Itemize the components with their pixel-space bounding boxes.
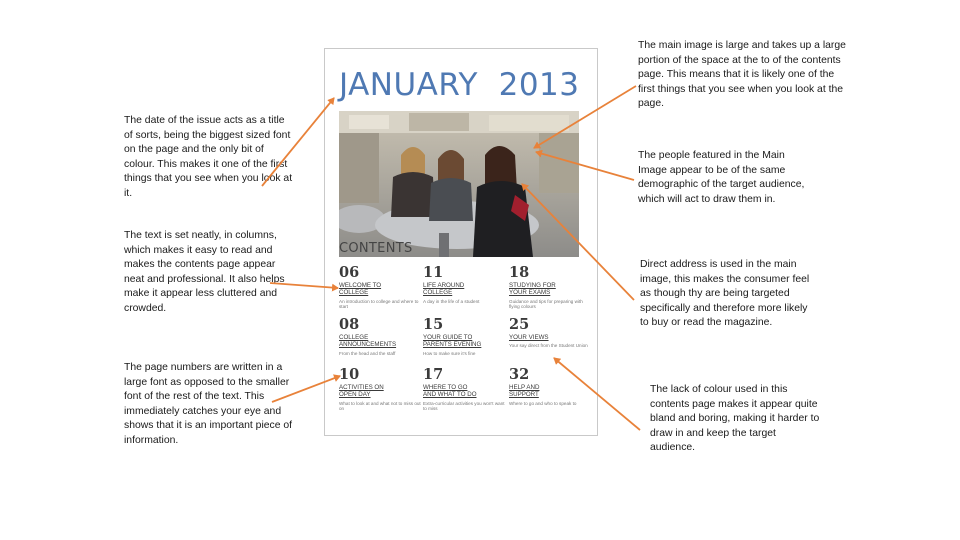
entry-heading: YOUR GUIDE TO PARENTS EVENING	[423, 334, 482, 349]
page-number: 18	[509, 264, 530, 281]
contents-entry	[423, 317, 505, 356]
contents-entry	[339, 367, 421, 412]
entry-description: How to make sure it's fine	[423, 350, 476, 356]
contents-entry	[423, 367, 505, 412]
page-number: 11	[423, 264, 444, 281]
contents-heading: CONTENTS	[339, 241, 413, 256]
entry-description: Extra-curricular activities you won't want to miss	[423, 400, 505, 412]
page-number: 17	[423, 366, 444, 383]
entry-heading: YOUR VIEWS	[509, 334, 549, 341]
contents-entry	[339, 265, 421, 310]
issue-date-title: JANUARY 2013	[339, 67, 580, 103]
entry-description: From the head and the staff	[339, 350, 396, 356]
entry-heading: LIFE AROUND COLLEGE	[423, 282, 465, 297]
entry-heading: HELP AND SUPPORT	[509, 384, 540, 399]
contents-entry	[339, 317, 421, 356]
contents-entry	[509, 317, 591, 349]
direct-address-annotation: Direct address is used in the main image, this makes the consumer feel as though thy are being targeted specifically and therefore more likely to buy or read the magazine.	[640, 259, 810, 329]
entry-description: A day in the life of a student	[423, 298, 480, 304]
page-number: 10	[339, 366, 360, 383]
contents-entry	[509, 265, 591, 310]
page-number: 06	[339, 264, 360, 281]
entry-description: Where to go and who to speak to	[509, 400, 577, 406]
page-number: 15	[423, 316, 444, 333]
entry-description: Guidance and tips for preparing with flying colours	[509, 298, 583, 310]
contents-entry	[423, 265, 505, 304]
entry-description: An introduction to college and where to start	[339, 298, 419, 310]
students-photo	[339, 111, 579, 257]
page-number: 08	[339, 316, 360, 333]
entry-description: What to look at and what not to miss out on	[339, 400, 421, 412]
colour-annotation: The lack of colour used in this contents page makes it appear quite bland and boring, making it harder to draw in and keep the target audience.	[650, 384, 820, 454]
entry-heading: WELCOME TO COLLEGE	[339, 282, 382, 297]
entry-heading: STUDYING FOR YOUR EXAMS	[509, 282, 556, 297]
page-number: 32	[509, 366, 530, 383]
entry-heading: ACTIVITIES ON OPEN DAY	[339, 384, 384, 399]
magazine-contents-page	[324, 48, 598, 436]
page-numbers-annotation: The page numbers are written in a large font as opposed to the smaller font of the rest of the text. This immediately catches your eye and shows that it is an important piece of information.	[124, 362, 293, 446]
people-annotation: The people featured in the Main Image appear to be of the same demographic of the target audience, which will act to draw them in.	[638, 150, 805, 205]
entry-description: Your say direct from the Student Union	[509, 343, 588, 349]
main-image	[339, 111, 579, 257]
contents-entry	[509, 367, 591, 406]
date-annotation: The date of the issue acts as a title of sorts, being the biggest sized font on the page and the only bit of colour. This makes it one of the first things that you see when you look at it.	[124, 115, 293, 199]
text-layout-annotation: The text is set neatly, in columns, which makes it easy to read and makes the contents page appear neat and professional. It also helps make it appear less cluttered and crowded.	[124, 230, 285, 314]
entry-heading: COLLEGE ANNOUNCEMENTS	[339, 334, 397, 349]
main-image-annotation: The main image is large and takes up a large portion of the space at the to of the contents page. This means that it is likely one of the first things that you see when you look at the page.	[638, 40, 846, 110]
entry-heading: WHERE TO GO AND WHAT TO DO	[423, 384, 477, 399]
page-number: 25	[509, 316, 530, 333]
